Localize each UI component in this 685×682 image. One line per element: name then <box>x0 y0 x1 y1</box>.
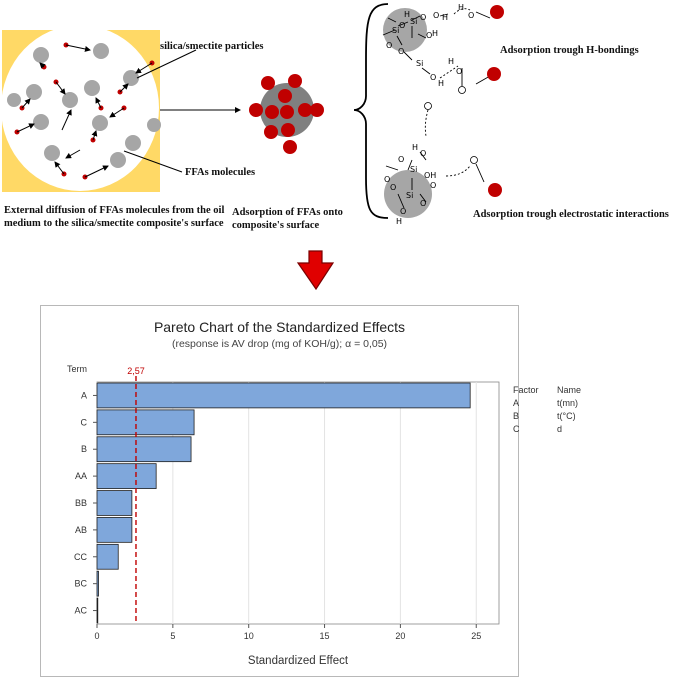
bar-c <box>97 410 194 435</box>
x-tick-label: 15 <box>319 631 330 641</box>
legend-row-factor: C <box>513 424 520 434</box>
y-axis-title: Term <box>67 364 87 374</box>
svg-text:Si: Si <box>416 59 424 68</box>
y-tick-label: B <box>80 444 87 455</box>
adsorption-caption: Adsorption of FFAs onto composite's surface <box>232 207 343 231</box>
svg-text:O: O <box>456 67 463 76</box>
diffusion-caption: External diffusion of FFAs molecules from the oil medium to the silica/smectite composite's surface <box>4 205 225 229</box>
y-tick-label: A <box>80 390 87 401</box>
svg-text:O: O <box>386 41 393 50</box>
bar-ac <box>97 598 98 623</box>
chart-subtitle: (response is AV drop (mg of KOH/g); α = 0,05) <box>171 338 388 350</box>
mechanism-brace <box>354 4 391 218</box>
y-tick-label: C <box>80 417 87 428</box>
svg-text:O: O <box>400 207 407 216</box>
svg-text:H: H <box>448 57 455 66</box>
electrostatic-label: Adsorption trough electrostatic interactions <box>473 209 669 220</box>
svg-text:H: H <box>404 10 411 19</box>
legend-name-header: Name <box>557 385 582 395</box>
svg-text:O: O <box>426 31 433 40</box>
svg-text:Si: Si <box>410 17 418 26</box>
down-arrow-icon <box>298 251 333 289</box>
legend-factor-header: Factor <box>513 385 539 395</box>
bar-b <box>97 437 191 462</box>
svg-text:O: O <box>399 21 406 30</box>
svg-text:O: O <box>433 11 440 20</box>
legend-row-factor: A <box>513 398 520 408</box>
bar-cc <box>97 544 118 569</box>
oil-medium-circle <box>1 25 159 191</box>
svg-text:O: O <box>398 155 405 164</box>
svg-text:O: O <box>430 181 437 190</box>
y-tick-label: AC <box>74 605 87 616</box>
x-axis-title: Standardized Effect <box>247 655 349 667</box>
x-tick-label: 0 <box>94 631 100 641</box>
legend-row-name: d <box>557 424 563 434</box>
x-tick-label: 25 <box>471 631 482 641</box>
x-tick-label: 10 <box>243 631 254 641</box>
svg-text:H: H <box>412 143 419 152</box>
svg-text:Si: Si <box>406 191 414 200</box>
bar-bb <box>97 491 132 516</box>
bar-a <box>97 383 470 408</box>
hbond-mechanism <box>383 3 504 94</box>
svg-text:O: O <box>420 13 427 22</box>
composite-particle <box>249 74 324 154</box>
svg-text:H: H <box>438 79 445 88</box>
y-tick-label: BB <box>74 498 87 508</box>
svg-text:O: O <box>398 47 405 56</box>
svg-text:O: O <box>468 11 475 20</box>
svg-text:H: H <box>432 29 439 38</box>
bar-ab <box>97 517 132 542</box>
svg-text:Si: Si <box>392 26 400 35</box>
svg-text:OH: OH <box>424 171 437 180</box>
bar-aa <box>97 464 156 489</box>
legend-row-name: t(°C) <box>557 411 576 421</box>
svg-text:O: O <box>420 149 427 158</box>
svg-text:H: H <box>458 3 465 12</box>
pareto-chart <box>40 305 519 677</box>
legend-row-factor: B <box>513 411 520 421</box>
particles-label: silica/smectite particles <box>160 41 264 52</box>
svg-text:H: H <box>442 13 449 22</box>
bar-bc <box>97 571 99 596</box>
x-tick-label: 20 <box>395 631 406 641</box>
ffas-label: FFAs molecules <box>185 167 256 178</box>
legend-row-name: t(mn) <box>557 398 578 408</box>
chart-title: Pareto Chart of the Standardized Effects <box>153 319 406 335</box>
svg-text:O: O <box>430 73 437 82</box>
x-tick-label: 5 <box>170 631 176 641</box>
y-tick-label: BC <box>74 578 87 589</box>
y-tick-label: AA <box>74 471 87 482</box>
chart-plot <box>41 306 520 678</box>
y-tick-label: AB <box>74 524 87 535</box>
svg-text:O: O <box>384 175 391 184</box>
reference-line-label: 2,57 <box>127 366 145 376</box>
svg-text:O: O <box>420 199 427 208</box>
svg-text:O: O <box>390 183 397 192</box>
y-tick-label: CC <box>74 551 87 562</box>
svg-text:Si: Si <box>410 165 418 174</box>
hbond-label: Adsorption trough H-bondings <box>500 45 639 56</box>
svg-text:H: H <box>396 217 403 226</box>
